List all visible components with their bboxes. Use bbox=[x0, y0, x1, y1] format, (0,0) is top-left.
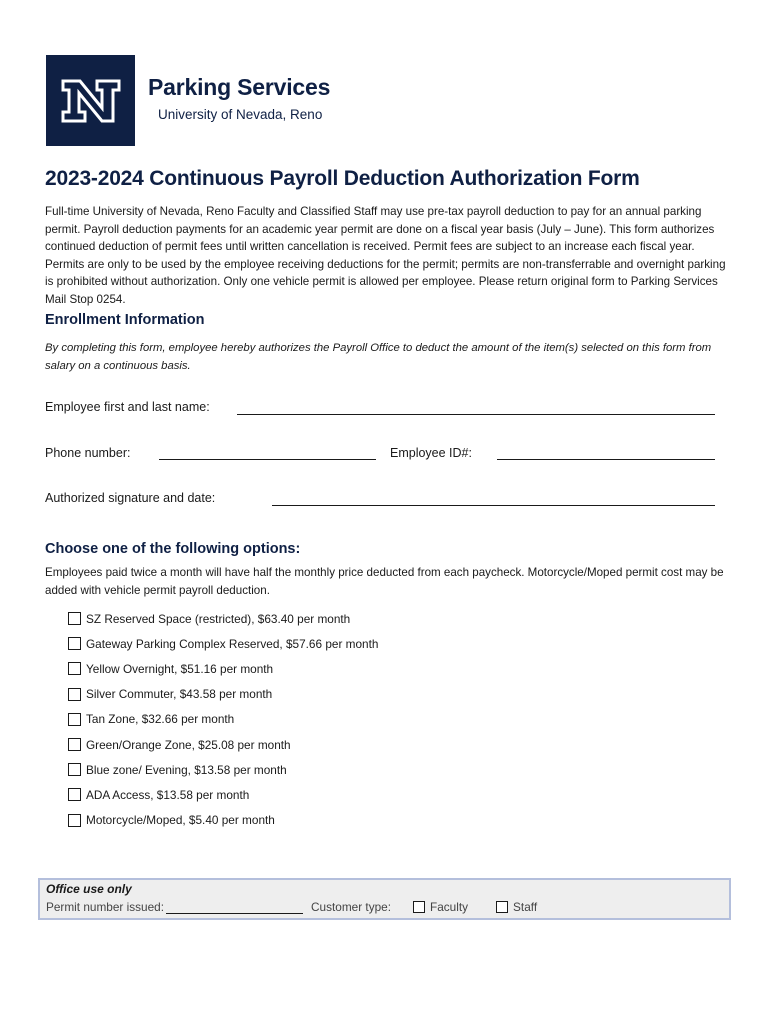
phone-label: Phone number: bbox=[45, 446, 131, 460]
permit-option[interactable] bbox=[68, 757, 378, 782]
nevada-n-logo-icon bbox=[60, 78, 122, 124]
checkbox[interactable] bbox=[68, 612, 81, 625]
option-label: Blue zone/ Evening, $13.58 per month bbox=[86, 762, 287, 777]
option-label: Tan Zone, $32.66 per month bbox=[86, 712, 235, 727]
permit-option[interactable] bbox=[68, 808, 378, 833]
brand-title: Parking Services bbox=[148, 74, 331, 100]
permit-option[interactable] bbox=[68, 732, 378, 757]
checkbox[interactable] bbox=[68, 713, 81, 726]
permit-options-list bbox=[68, 606, 378, 833]
option-label: Green/Orange Zone, $25.08 per month bbox=[86, 737, 291, 752]
checkbox[interactable] bbox=[68, 763, 81, 776]
form-title: 2023-2024 Continuous Payroll Deduction Authorization Form bbox=[45, 167, 640, 190]
permit-number-field[interactable] bbox=[166, 901, 303, 914]
option-label: SZ Reserved Space (restricted), $63.40 per month bbox=[86, 611, 351, 626]
checkbox[interactable] bbox=[68, 637, 81, 650]
options-note: Employees paid twice a month will have half the monthly price deducted from each paycheck. Motorcycle/Moped permit cost may be added with vehicle permit payroll deduction. bbox=[45, 566, 724, 597]
checkbox[interactable] bbox=[68, 788, 81, 801]
university-logo bbox=[46, 55, 135, 146]
employee-id-field[interactable] bbox=[497, 459, 715, 460]
option-label: Motorcycle/Moped, $5.40 per month bbox=[86, 813, 275, 828]
signature-field[interactable] bbox=[272, 505, 715, 506]
faculty-checkbox[interactable] bbox=[413, 901, 425, 913]
office-use-row bbox=[46, 900, 537, 914]
permit-option[interactable] bbox=[68, 782, 378, 807]
permit-number-label: Permit number issued: bbox=[46, 900, 165, 914]
faculty-label: Faculty bbox=[430, 900, 469, 914]
permit-option[interactable] bbox=[68, 631, 378, 656]
option-label: ADA Access, $13.58 per month bbox=[86, 787, 250, 802]
customer-type-label: Customer type: bbox=[311, 900, 392, 914]
checkbox[interactable] bbox=[68, 688, 81, 701]
employee-name-field[interactable] bbox=[237, 414, 715, 415]
option-label: Yellow Overnight, $51.16 per month bbox=[86, 661, 274, 676]
permit-option[interactable] bbox=[68, 606, 378, 631]
permit-option[interactable] bbox=[68, 656, 378, 681]
intro-paragraph: Full-time University of Nevada, Reno Faculty and Classified Staff may use pre-tax payroll deduction to pay for an annual parking permit. Payroll deduction payments for an academic year permit are done on a fiscal year basis (July – June). This form authorizes continued deduction of permit fees until written cancellation is received. Permit fees are subject to an increase each fiscal year. Permits are only to be used by the employee receiving deductions for the permit; permits are non-transferrable and overnight parking is prohibited without authorization. Only one vehicle permit is allowed per employee. Please return original form to Parking Services Mail Stop 0254. bbox=[45, 205, 726, 306]
options-heading: Choose one of the following options: bbox=[45, 541, 301, 557]
enrollment-heading: Enrollment Information bbox=[45, 312, 205, 328]
employee-id-label: Employee ID#: bbox=[390, 446, 472, 460]
option-label: Silver Commuter, $43.58 per month bbox=[86, 687, 273, 702]
enrollment-note: By completing this form, employee hereby authorizes the Payroll Office to deduct the amount of the item(s) selected on this form from salary on a continuous basis. bbox=[45, 342, 712, 372]
permit-option[interactable] bbox=[68, 682, 378, 707]
staff-label: Staff bbox=[513, 900, 538, 914]
checkbox[interactable] bbox=[68, 814, 81, 827]
staff-checkbox[interactable] bbox=[496, 901, 508, 913]
checkbox[interactable] bbox=[68, 738, 81, 751]
office-use-box bbox=[38, 878, 731, 920]
office-use-title: Office use only bbox=[46, 882, 132, 896]
checkbox[interactable] bbox=[68, 662, 81, 675]
phone-field[interactable] bbox=[159, 459, 376, 460]
employee-name-label: Employee first and last name: bbox=[45, 400, 210, 414]
permit-option[interactable] bbox=[68, 707, 378, 732]
option-label: Gateway Parking Complex Reserved, $57.66 per month bbox=[86, 636, 379, 651]
brand-subtitle: University of Nevada, Reno bbox=[158, 107, 323, 122]
signature-label: Authorized signature and date: bbox=[45, 491, 216, 505]
